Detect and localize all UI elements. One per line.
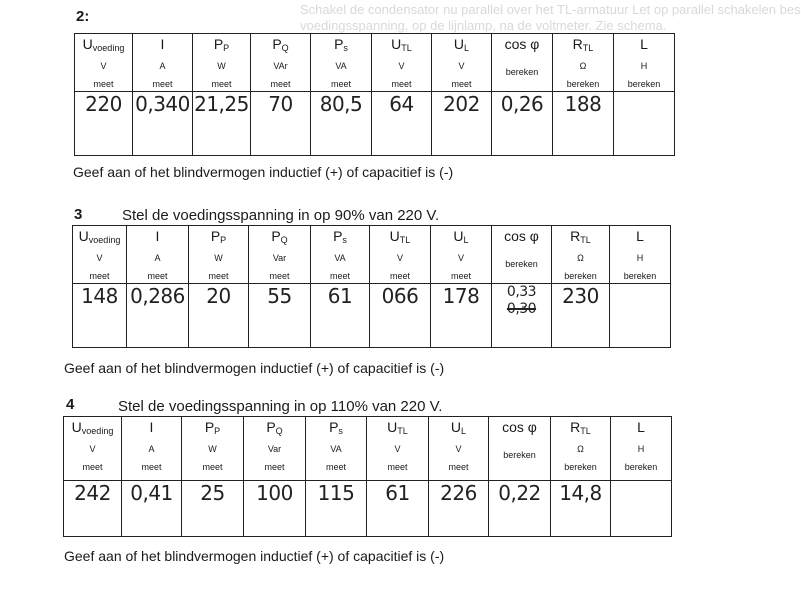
value-p-active: 20 (189, 284, 249, 348)
value-u-l: 178 (431, 284, 492, 348)
header-u-l (429, 417, 489, 481)
value-inductance (611, 481, 672, 537)
header-mode: meet (451, 79, 472, 89)
header-row (75, 34, 675, 92)
section-4-note: Geef aan of het blindvermogen inductief (+) of capacitief is (-) (64, 548, 445, 564)
header-unit: V (398, 61, 405, 71)
header-symbol: $P_P$ (204, 419, 221, 436)
value-r-tl: 14,8 (551, 481, 611, 537)
header-mode: meet (89, 271, 110, 281)
header-r-tl (552, 226, 610, 284)
header-unit: VA (330, 444, 342, 454)
value-row (75, 92, 675, 156)
header-mode: meet (330, 79, 351, 89)
value-cos-phi: 0,33 0,30 (492, 284, 552, 348)
header-symbol: I (155, 228, 160, 244)
header-symbol: $R_{TL}$ (570, 228, 591, 245)
header-u-l (431, 226, 492, 284)
header-symbol: $P_Q$ (271, 228, 288, 245)
ghost-text-2: voedingsspanning, op de lijnlamp, na de voltmeter. Zie schema. (300, 18, 667, 33)
value-u-l: 226 (429, 481, 489, 537)
header-mode: bereken (503, 450, 536, 460)
header-mode: meet (202, 462, 223, 472)
header-mode: meet (208, 271, 229, 281)
header-mode: meet (152, 79, 173, 89)
header-p-active (193, 34, 251, 92)
header-unit: V (455, 444, 462, 454)
header-unit: H (636, 253, 644, 263)
header-symbol: $U_L$ (453, 228, 469, 245)
section-2-number: 2: (76, 8, 90, 25)
measurement-table-4 (63, 416, 672, 537)
header-symbol: L (640, 36, 648, 52)
header-unit: V (457, 253, 464, 263)
header-mode: meet (325, 462, 346, 472)
header-symbol: $R_{TL}$ (572, 36, 594, 53)
section-4-title: Stel de voedingsspanning in op 110% van 220 V. (118, 398, 443, 415)
value-u-tl: 066 (370, 284, 431, 348)
header-inductance (611, 417, 672, 481)
header-mode: meet (269, 271, 290, 281)
header-mode: bereken (564, 462, 597, 472)
header-unit: A (159, 61, 166, 71)
header-p-active (189, 226, 249, 284)
header-mode: bereken (623, 271, 657, 281)
header-symbol: L (637, 419, 645, 435)
header-symbol: $P_Q$ (272, 36, 289, 53)
header-symbol: cos φ (504, 228, 539, 244)
value-r-tl: 188 (553, 92, 614, 156)
value-p-apparent: 61 (311, 284, 370, 348)
header-mode: meet (82, 462, 103, 472)
value-u-tl: 61 (367, 481, 429, 537)
header-mode: meet (93, 79, 114, 89)
header-cos-phi (489, 417, 551, 481)
header-symbol: $P_P$ (213, 36, 230, 53)
value-r-tl: 230 (552, 284, 610, 348)
header-p-reactive (249, 226, 311, 284)
header-mode: meet (264, 462, 285, 472)
header-symbol: $P_P$ (210, 228, 227, 245)
header-mode: meet (448, 462, 469, 472)
header-mode: meet (141, 462, 162, 472)
header-unit: A (148, 444, 155, 454)
header-symbol: $R_{TL}$ (570, 419, 591, 436)
header-current (122, 417, 182, 481)
header-p-apparent (311, 226, 370, 284)
header-unit: V (458, 61, 465, 71)
header-symbol: $U_{TL}$ (387, 419, 408, 436)
header-unit: A (154, 253, 161, 263)
header-mode: meet (329, 271, 350, 281)
header-p-reactive (244, 417, 306, 481)
header-mode: meet (147, 271, 168, 281)
header-unit: W (217, 61, 226, 71)
header-symbol: cos φ (504, 36, 540, 52)
value-u-voeding: 220 (75, 92, 133, 156)
section-2-note: Geef aan of het blindvermogen inductief (+) of capacitief is (-) (73, 164, 454, 180)
header-mode: meet (391, 79, 412, 89)
value-current: 0,41 (122, 481, 182, 537)
header-unit: VAr (273, 61, 288, 71)
value-current: 0,286 (127, 284, 189, 348)
header-symbol: $U_{voeding}$ (78, 228, 121, 245)
header-u-voeding (73, 226, 127, 284)
header-symbol: $U_{TL}$ (391, 36, 412, 53)
header-unit: VA (334, 253, 346, 263)
header-u-tl (372, 34, 432, 92)
header-symbol: $U_L$ (453, 36, 470, 53)
section-4-number: 4 (66, 396, 75, 413)
header-u-tl (370, 226, 431, 284)
header-r-tl (551, 417, 611, 481)
value-p-active: 21,25 (193, 92, 251, 156)
header-u-voeding (64, 417, 122, 481)
header-mode: meet (270, 79, 291, 89)
header-mode: bereken (624, 462, 658, 472)
header-unit: V (89, 444, 96, 454)
header-unit: Ω (577, 253, 584, 263)
header-symbol: L (636, 228, 644, 244)
header-unit: V (394, 444, 401, 454)
header-unit: H (640, 61, 648, 71)
value-row (64, 481, 672, 537)
value-cos-phi: 0,26 (492, 92, 553, 156)
header-symbol: $U_{voeding}$ (82, 36, 125, 53)
measurement-table-3 (72, 225, 671, 348)
header-unit: V (96, 253, 103, 263)
header-inductance (614, 34, 675, 92)
header-symbol: cos φ (502, 419, 537, 435)
header-symbol: $P_s$ (334, 36, 348, 53)
header-symbol: $P_Q$ (266, 419, 283, 436)
header-unit: H (637, 444, 645, 454)
ghost-text-1: Schakel de condensator nu parallel over het TL-armatuur Let op parallel schakelen bes (300, 2, 801, 17)
value-p-reactive: 100 (244, 481, 306, 537)
value-p-reactive: 55 (249, 284, 311, 348)
value-row (73, 284, 671, 348)
value-u-voeding: 148 (73, 284, 127, 348)
header-u-l (432, 34, 492, 92)
header-p-apparent (306, 417, 367, 481)
header-u-voeding (75, 34, 133, 92)
value-u-l: 202 (432, 92, 492, 156)
header-row (73, 226, 671, 284)
header-cos-phi (492, 34, 553, 92)
header-mode: meet (387, 462, 408, 472)
header-current (133, 34, 193, 92)
header-mode: bereken (564, 271, 597, 281)
header-symbol: $U_{voeding}$ (71, 419, 114, 436)
header-p-reactive (251, 34, 311, 92)
header-u-tl (367, 417, 429, 481)
header-mode: meet (389, 271, 410, 281)
value-p-apparent: 115 (306, 481, 367, 537)
header-p-active (182, 417, 244, 481)
header-symbol: I (149, 419, 154, 435)
header-unit: V (100, 61, 107, 71)
header-symbol: $P_s$ (329, 419, 343, 436)
header-symbol: $P_s$ (333, 228, 347, 245)
header-mode: bereken (627, 79, 661, 89)
section-3-note: Geef aan of het blindvermogen inductief (+) of capacitief is (-) (64, 360, 445, 376)
value-cos-phi: 0,22 (489, 481, 551, 537)
value-u-voeding: 242 (64, 481, 122, 537)
section-3-title: Stel de voedingsspanning in op 90% van 220 V. (122, 207, 440, 224)
value-inductance (610, 284, 671, 348)
value-p-apparent: 80,5 (311, 92, 372, 156)
value-p-active: 25 (182, 481, 244, 537)
header-symbol: $U_{TL}$ (389, 228, 411, 245)
header-unit: V (396, 253, 403, 263)
header-p-apparent (311, 34, 372, 92)
header-unit: Var (272, 253, 287, 263)
header-symbol: $U_L$ (450, 419, 467, 436)
header-symbol: I (160, 36, 165, 52)
header-unit: Var (267, 444, 282, 454)
crossed-out-value: 0,30 (506, 301, 537, 317)
header-unit: Ω (577, 444, 584, 454)
header-mode: bereken (566, 79, 600, 89)
header-mode: bereken (505, 67, 539, 77)
header-mode: meet (450, 271, 471, 281)
header-row (64, 417, 672, 481)
header-current (127, 226, 189, 284)
value-u-tl: 64 (372, 92, 432, 156)
header-cos-phi (492, 226, 552, 284)
header-mode: meet (211, 79, 232, 89)
header-unit: W (214, 253, 223, 263)
header-inductance (610, 226, 671, 284)
measurement-table-2 (74, 33, 675, 156)
header-unit: VA (335, 61, 347, 71)
header-r-tl (553, 34, 614, 92)
header-mode: bereken (505, 259, 538, 269)
header-unit: W (208, 444, 217, 454)
value-current: 0,340 (133, 92, 193, 156)
section-3-number: 3 (74, 206, 83, 223)
header-unit: Ω (579, 61, 587, 71)
value-p-reactive: 70 (251, 92, 311, 156)
value-inductance (614, 92, 675, 156)
